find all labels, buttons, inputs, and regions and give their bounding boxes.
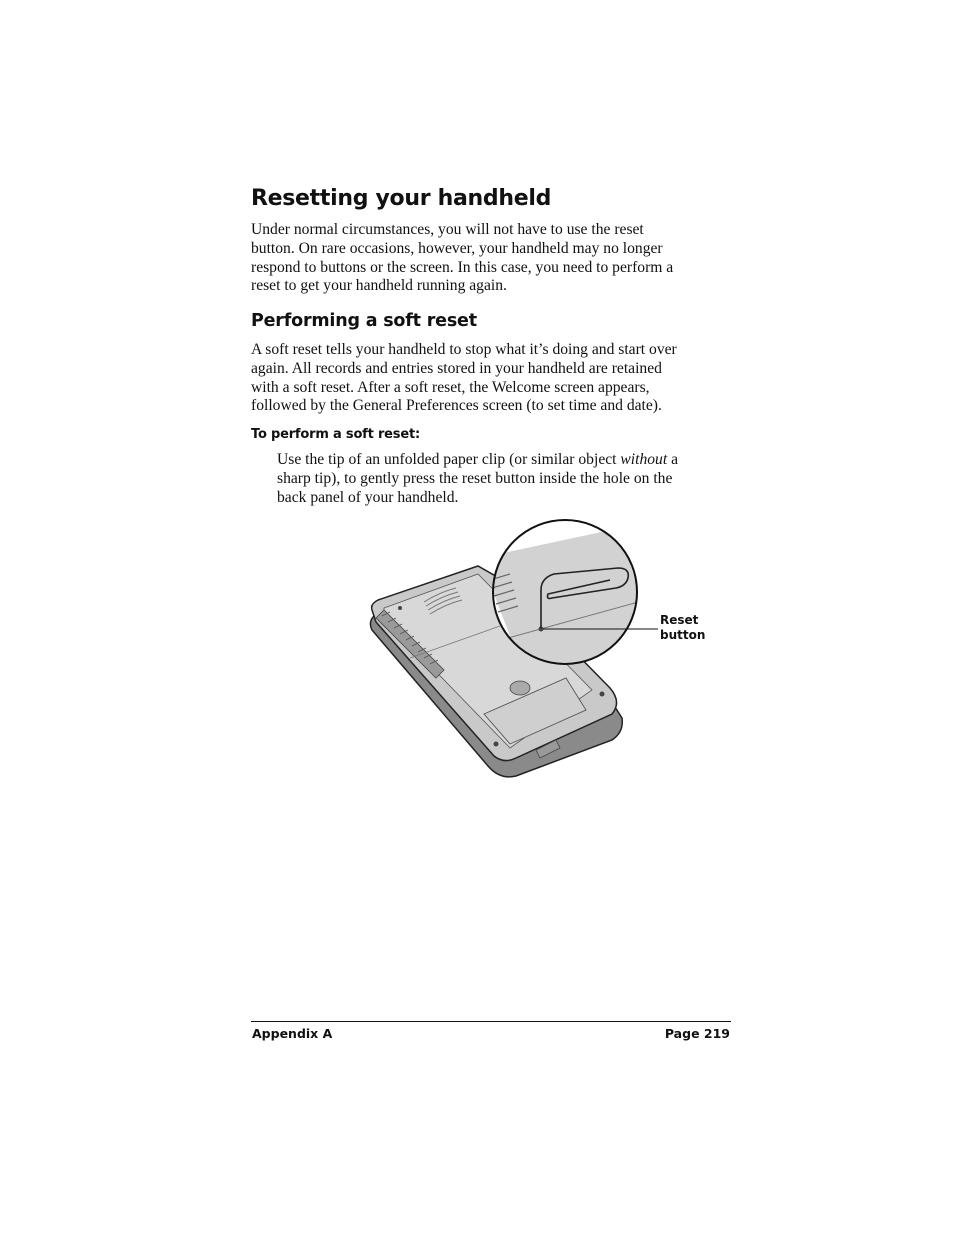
soft-reset-line: with a soft reset. After a soft reset, the Welcome screen appears, <box>251 378 650 396</box>
screw <box>494 742 499 747</box>
procedure-line: back panel of your handheld. <box>277 488 459 506</box>
intro-line: Under normal circumstances, you will not have to use the reset <box>251 221 644 238</box>
procedure-step <box>277 451 725 507</box>
section-heading: Performing a soft reset <box>251 311 477 331</box>
procedure-heading: To perform a soft reset: <box>251 427 420 442</box>
emphasis-text: without <box>620 451 668 468</box>
soft-reset-paragraph <box>251 341 733 416</box>
screw <box>398 606 402 610</box>
procedure-line: sharp tip), to gently press the reset button inside the hole on the <box>277 469 673 487</box>
intro-paragraph <box>251 221 733 296</box>
page-title: Resetting your handheld <box>251 186 552 211</box>
callout-line: button <box>660 628 706 642</box>
soft-reset-line: again. All records and entries stored in your handheld are retained <box>251 359 662 377</box>
handheld-back-drawing <box>360 518 730 786</box>
soft-reset-line: A soft reset tells your handheld to stop what it’s doing and start over <box>251 341 677 358</box>
soft-reset-line: followed by the General Preferences screen (to set time and date). <box>251 397 662 415</box>
reset-button-callout <box>660 613 705 643</box>
intro-line: button. On rare occasions, however, your handheld may no longer <box>251 239 663 257</box>
footer-divider <box>251 1021 731 1022</box>
page-number: Page 219 <box>664 1026 730 1041</box>
footer-section: Appendix A <box>252 1026 333 1041</box>
procedure-text: Use the tip of an unfolded paper clip (or similar object <box>277 451 621 468</box>
screw <box>600 692 605 697</box>
intro-line: reset to get your handheld running again. <box>251 277 507 295</box>
procedure-text: a <box>667 451 679 468</box>
stylus-bump <box>510 681 530 695</box>
callout-line: Reset <box>660 613 699 627</box>
handheld-reset-illustration <box>360 518 730 786</box>
intro-line: respond to buttons or the screen. In this case, you need to perform a <box>251 258 674 276</box>
procedure-line <box>277 451 725 470</box>
